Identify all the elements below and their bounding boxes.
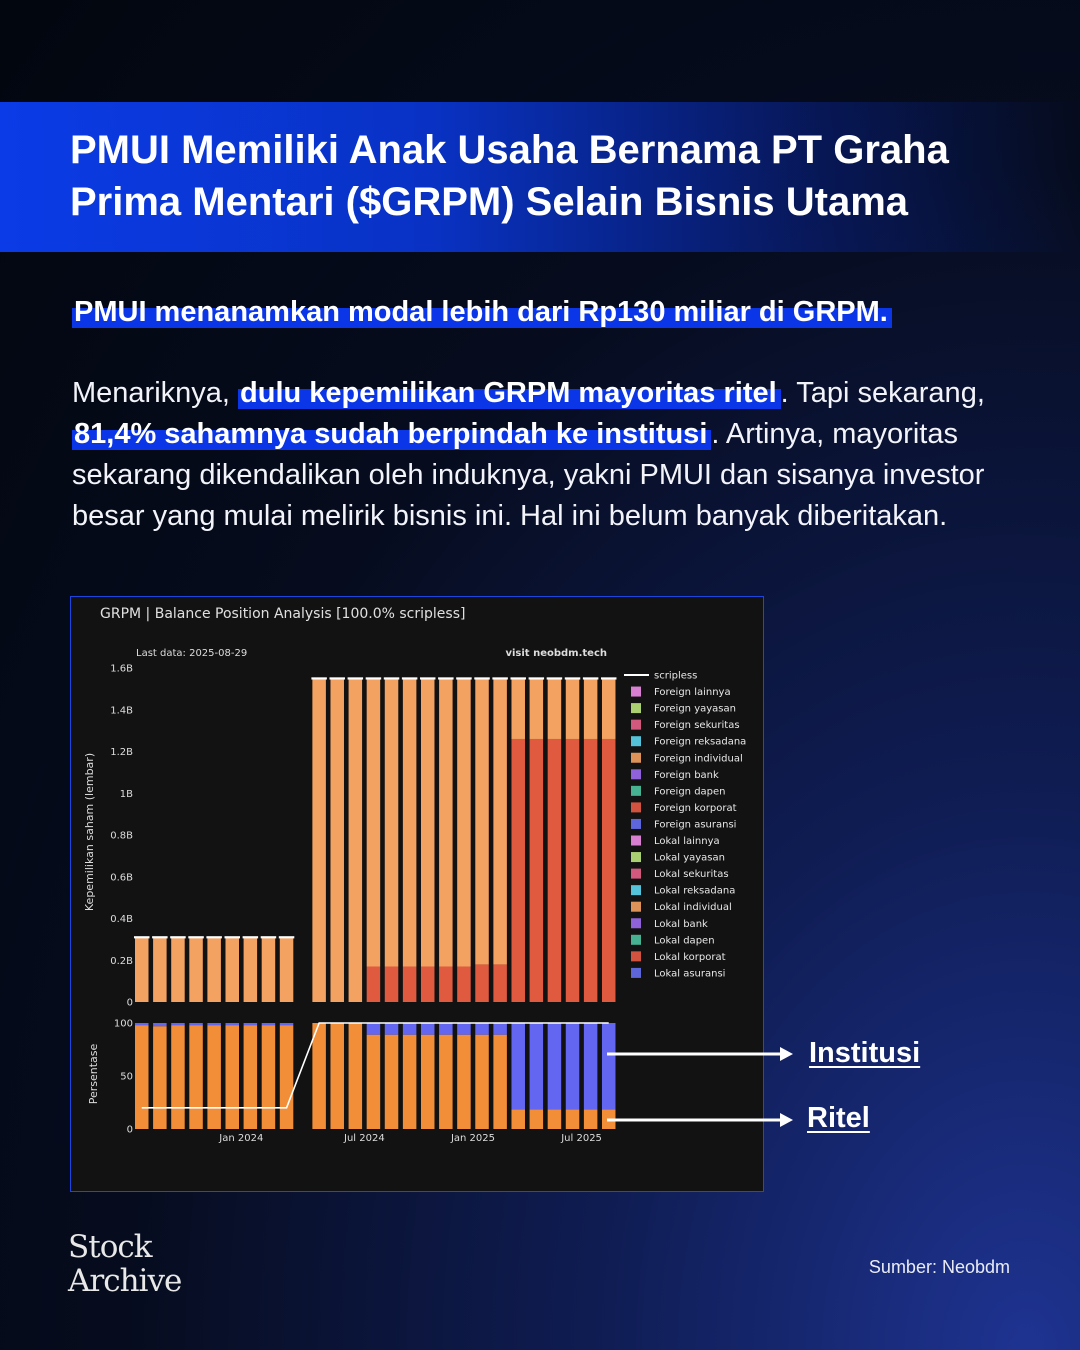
y-tick-bottom: 50 <box>120 1071 133 1083</box>
legend-entry: Lokal dapen <box>654 935 715 947</box>
bar-individual <box>153 937 167 1002</box>
y-tick-top: 0.4B <box>110 914 133 925</box>
bar-individual <box>349 678 363 1002</box>
bar-ritel-pct <box>349 1023 363 1129</box>
legend-swatch <box>631 786 641 796</box>
bar-ritel-pct <box>262 1025 276 1129</box>
bar-individual <box>171 937 185 1002</box>
bar-individual <box>262 937 276 1002</box>
legend-entry: Foreign sekuritas <box>654 720 740 732</box>
bar-korporat <box>584 739 598 1002</box>
y-tick-top: 0.2B <box>110 955 133 967</box>
legend-swatch <box>631 687 641 697</box>
legend-swatch <box>631 852 641 862</box>
bar-ritel-pct <box>153 1026 167 1129</box>
watermark-label: visit neobdm.tech <box>505 648 607 659</box>
bar-korporat <box>511 739 524 1002</box>
bar-ritel-pct <box>171 1025 185 1129</box>
legend-swatch <box>631 968 641 978</box>
last-data-label: Last data: 2025-08-29 <box>136 648 248 659</box>
bar-ritel-pct <box>439 1035 453 1129</box>
body-paragraph <box>72 373 1012 537</box>
legend-entry: Lokal bank <box>654 918 708 930</box>
bar-individual <box>385 678 399 966</box>
bar-institusi-pct <box>189 1023 203 1025</box>
bar-ritel-pct <box>312 1023 326 1129</box>
bar-ritel-pct <box>584 1109 598 1129</box>
bar-individual <box>530 678 544 739</box>
body-text-1: Menariknya, <box>72 377 239 409</box>
bar-korporat <box>421 967 435 1002</box>
ritel-label: Ritel <box>807 1102 870 1134</box>
bar-individual <box>226 937 240 1002</box>
institusi-arrow-head <box>780 1047 793 1061</box>
bar-individual <box>330 678 344 1002</box>
source-credit: Sumber: Neobdm <box>868 1257 1010 1277</box>
legend-swatch <box>631 918 641 928</box>
legend-entry: Foreign yayasan <box>654 703 736 715</box>
bar-ritel-pct <box>189 1025 203 1129</box>
bar-institusi-pct <box>511 1023 524 1109</box>
institusi-label: Institusi <box>809 1037 921 1069</box>
bar-individual <box>135 937 149 1002</box>
body-text-3: . Artinya, mayoritas sekarang dikendalikan oleh induknya, yakni PMUI dan sisanya investor besar yang mulai melirik bisnis ini. Hal ini belum banyak diberitakan. <box>72 418 985 532</box>
bar-institusi-pct <box>421 1023 435 1035</box>
y-axis-label-bottom: Persentase <box>87 1043 100 1105</box>
bar-individual <box>439 678 453 966</box>
bar-individual <box>280 937 294 1002</box>
bar-institusi-pct <box>530 1023 544 1109</box>
bar-korporat <box>403 967 417 1002</box>
legend-swatch <box>631 720 641 730</box>
logo-line-1: Stock <box>68 1229 152 1265</box>
title-banner <box>0 102 1080 252</box>
y-tick-top: 0.6B <box>110 872 133 884</box>
legend-entry: Lokal lainnya <box>654 836 720 847</box>
bar-institusi-pct <box>280 1023 294 1025</box>
bar-individual <box>602 678 616 739</box>
bar-ritel-pct <box>493 1035 507 1129</box>
bar-institusi-pct <box>584 1023 598 1109</box>
bar-institusi-pct <box>226 1023 240 1025</box>
legend-swatch <box>631 935 641 945</box>
bar-individual <box>189 937 203 1002</box>
bar-institusi-pct <box>207 1023 221 1025</box>
bar-institusi-pct <box>385 1023 399 1035</box>
x-tick: Jan 2025 <box>450 1133 496 1144</box>
bar-institusi-pct <box>244 1023 258 1025</box>
y-tick-top: 0.8B <box>110 830 133 842</box>
y-tick-bottom: 100 <box>113 1018 133 1030</box>
bar-ritel-pct <box>475 1035 489 1129</box>
bar-individual <box>312 678 326 1002</box>
bar-ritel-pct <box>457 1035 471 1129</box>
bar-institusi-pct <box>171 1023 185 1025</box>
x-tick: Jul 2025 <box>561 1133 602 1144</box>
bar-korporat <box>548 739 562 1002</box>
legend-swatch <box>631 869 641 879</box>
bar-institusi-pct <box>602 1023 616 1109</box>
bar-ritel-pct <box>548 1109 562 1129</box>
chart-title: GRPM | Balance Position Analysis [100.0% scripless] <box>100 606 466 622</box>
bar-individual <box>566 678 580 739</box>
legend-swatch <box>631 885 641 895</box>
page-title: PMUI Memiliki Anak Usaha Bernama PT Graha Prima Mentari ($GRPM) Selain Bisnis Utama <box>70 128 949 224</box>
ritel-arrow-head <box>780 1113 793 1127</box>
bar-korporat <box>475 964 489 1002</box>
bar-individual <box>475 678 489 964</box>
bar-individual <box>244 937 258 1002</box>
legend-swatch <box>631 753 641 763</box>
body-highlight-2: 81,4% sahamnya sudah berpindah ke institusi <box>72 418 711 450</box>
legend-swatch <box>631 703 641 713</box>
legend <box>624 671 746 980</box>
bar-institusi-pct <box>493 1023 507 1035</box>
bar-korporat <box>385 967 399 1002</box>
bar-korporat <box>493 964 507 1002</box>
bar-institusi-pct <box>548 1023 562 1109</box>
lead-statement <box>72 293 972 331</box>
bar-institusi-pct <box>439 1023 453 1035</box>
bar-ritel-pct <box>511 1109 524 1129</box>
legend-swatch <box>631 802 641 812</box>
bar-ritel-pct <box>385 1035 399 1129</box>
legend-entry: Foreign lainnya <box>654 687 731 699</box>
legend-swatch <box>631 819 641 829</box>
legend-swatch <box>631 951 641 961</box>
bar-individual <box>421 678 435 966</box>
bar-individual <box>207 937 221 1002</box>
legend-entry: Lokal korporat <box>654 951 726 963</box>
bar-individual <box>584 678 598 739</box>
bar-ritel-pct <box>602 1109 616 1129</box>
legend-entry: scripless <box>654 670 698 682</box>
legend-entry: Lokal individual <box>654 902 732 914</box>
bar-korporat <box>530 739 544 1002</box>
bar-ritel-pct <box>367 1035 381 1129</box>
y-tick-top: 0 <box>126 997 133 1009</box>
chart-panel <box>70 596 764 1192</box>
bar-individual <box>511 678 524 739</box>
legend-entry: Foreign individual <box>654 753 743 765</box>
bar-institusi-pct <box>367 1023 381 1035</box>
bar-ritel-pct <box>530 1109 544 1129</box>
y-tick-top: 1.6B <box>110 663 133 675</box>
y-axis-label-top: Kepemilikan saham (lembar) <box>83 752 96 912</box>
legend-swatch <box>631 902 641 912</box>
x-tick: Jul 2024 <box>344 1133 385 1144</box>
legend-entry: Foreign bank <box>654 769 719 781</box>
bar-ritel-pct <box>244 1025 258 1129</box>
stock-archive-logo <box>68 1230 228 1298</box>
legend-swatch <box>631 769 641 779</box>
bar-institusi-pct <box>457 1023 471 1035</box>
legend-entry: Foreign dapen <box>654 786 726 798</box>
x-tick: Jan 2024 <box>219 1133 264 1144</box>
bar-korporat <box>439 967 453 1002</box>
y-tick-top: 1.4B <box>110 705 133 717</box>
bar-individual <box>457 678 471 966</box>
bar-korporat <box>457 967 471 1002</box>
bar-korporat <box>367 967 381 1002</box>
bar-individual <box>548 678 562 739</box>
legend-swatch <box>631 836 641 846</box>
y-tick-top: 1.2B <box>110 747 133 758</box>
legend-entry: Lokal yayasan <box>654 852 725 864</box>
bar-individual <box>367 678 381 966</box>
bar-ritel-pct <box>135 1025 149 1129</box>
top-bars <box>134 678 616 1002</box>
bar-institusi-pct <box>135 1023 149 1025</box>
legend-entry: Lokal sekuritas <box>654 869 729 881</box>
bar-ritel-pct <box>421 1035 435 1129</box>
legend-swatch <box>631 736 641 746</box>
bar-institusi-pct <box>262 1023 276 1025</box>
bar-ritel-pct <box>566 1109 580 1129</box>
lead-highlight: PMUI menanamkan modal lebih dari Rp130 miliar di GRPM. <box>72 296 892 328</box>
bar-institusi-pct <box>153 1023 167 1026</box>
bottom-bars <box>135 1023 615 1129</box>
bar-korporat <box>602 739 616 1002</box>
legend-entry: Foreign reksadana <box>654 736 747 748</box>
body-text-2: . Tapi sekarang, <box>780 377 985 409</box>
body-highlight-1: dulu kepemilikan GRPM mayoritas ritel <box>238 377 781 409</box>
y-tick-top: 1B <box>119 788 133 800</box>
bar-institusi-pct <box>475 1023 489 1035</box>
bar-ritel-pct <box>403 1035 417 1129</box>
legend-entry: Foreign asuransi <box>654 819 737 831</box>
bar-ritel-pct <box>280 1025 294 1129</box>
bar-individual <box>403 678 417 966</box>
bar-institusi-pct <box>566 1023 580 1109</box>
balance-position-chart <box>71 597 763 1191</box>
legend-entry: Lokal reksadana <box>654 885 736 897</box>
bar-korporat <box>566 739 580 1002</box>
bar-institusi-pct <box>403 1023 417 1035</box>
bar-ritel-pct <box>226 1025 240 1129</box>
y-tick-bottom: 0 <box>126 1124 133 1136</box>
legend-entry: Foreign korporat <box>654 802 737 814</box>
logo-line-2: Archive <box>68 1263 182 1299</box>
bar-individual <box>493 678 507 964</box>
bar-ritel-pct <box>207 1025 221 1129</box>
bar-ritel-pct <box>330 1023 344 1129</box>
legend-entry: Lokal asuransi <box>654 968 726 980</box>
